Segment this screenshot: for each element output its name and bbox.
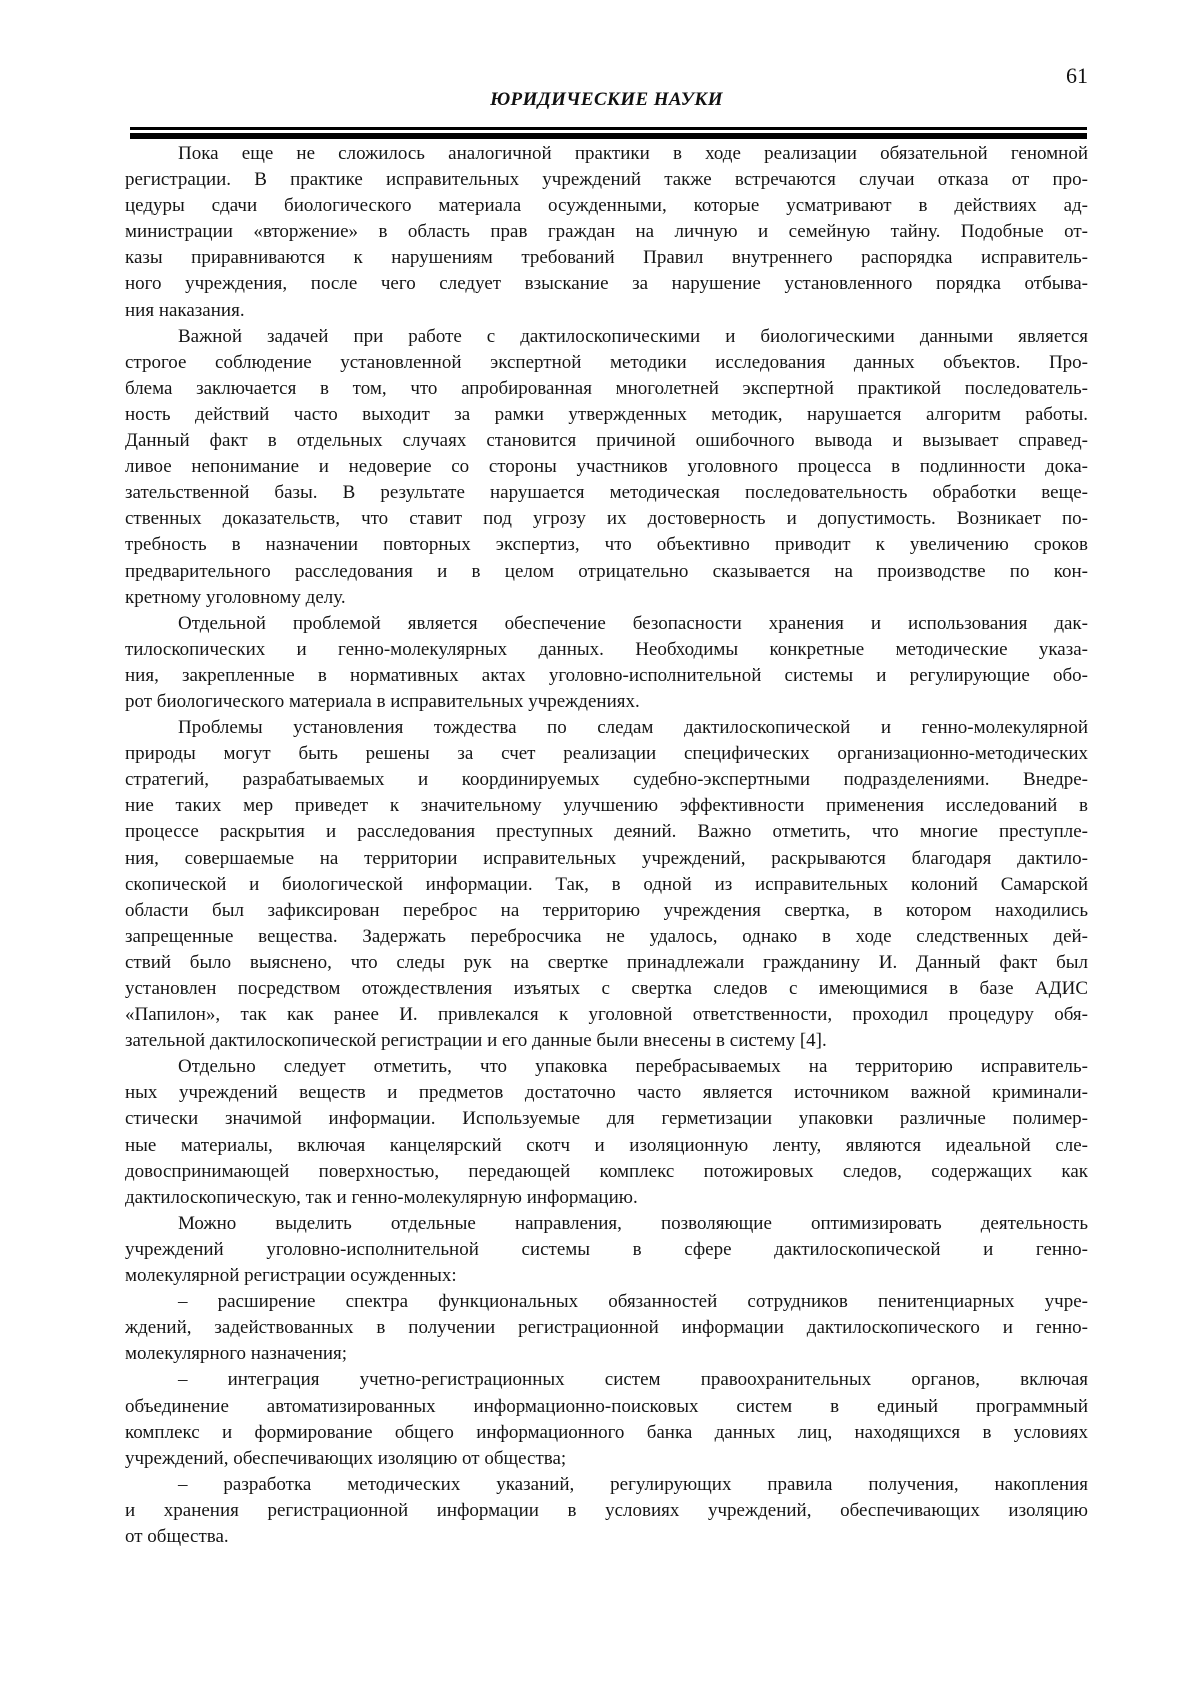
text-line: Можно выделить отдельные направления, позволяющие оптимизировать деятельность <box>178 1212 1088 1234</box>
text-line: требность в назначении повторных экспертиз, что объективно приводит к увеличению сроков <box>125 534 1088 556</box>
text-line: учреждений уголовно-исполнительной системы в сфере дактилоскопической и генно- <box>125 1238 1088 1260</box>
page-number: 61 <box>1066 63 1088 88</box>
text-line: министрации «вторжение» в область прав граждан на личную и семейную тайну. Подобные от- <box>125 221 1088 243</box>
text-line: – разработка методических указаний, регулирующих правила получения, накопления <box>178 1473 1088 1495</box>
text-line: Данный факт в отдельных случаях становится причиной ошибочного вывода и вызывает справед- <box>125 430 1088 452</box>
text-line: ждений, задействованных в получении регистрационной информации дактилоскопического и генно- <box>125 1317 1088 1339</box>
text-line: довоспринимающей поверхностью, передающей комплекс потожировых следов, содержащих как <box>125 1160 1088 1182</box>
text-line: объединение автоматизированных информационно-поисковых систем в единый программный <box>125 1395 1088 1417</box>
text-line: Отдельной проблемой является обеспечение безопасности хранения и использования дак- <box>178 612 1088 634</box>
paragraph <box>125 715 1088 1054</box>
paragraph <box>125 1054 1088 1211</box>
text-line: ственных доказательств, что ставит под угрозу их достоверность и допустимость. Возникает по- <box>125 508 1088 530</box>
paragraph <box>125 1289 1088 1367</box>
text-line: ния наказания. <box>125 299 245 321</box>
text-line: стратегий, разрабатываемых и координируемых судебно-экспертными подразделениями. Внедре- <box>125 769 1088 791</box>
text-line: Пока еще не сложилось аналогичной практики в ходе реализации обязательной геномной <box>178 143 1088 164</box>
text-line: ние таких мер приведет к значительному улучшению эффективности применения исследований в <box>125 795 1088 817</box>
double-rule <box>130 127 1087 139</box>
text-line: ния, совершаемые на территории исправительных учреждений, раскрываются благодаря дактило- <box>125 847 1088 869</box>
text-line: тилоскопических и генно-молекулярных данных. Необходимы конкретные методические указа- <box>125 638 1088 660</box>
text-line: цедуры сдачи биологического материала осужденными, которые усматривают в действиях ад- <box>125 195 1088 217</box>
text-line: комплекс и формирование общего информационного банка данных лиц, находящихся в условиях <box>125 1421 1088 1443</box>
text-line: установлен посредством отождествления изъятых с свертка следов с имеющимися в базе АДИС <box>125 978 1088 999</box>
rule-thick-line <box>130 133 1087 139</box>
paragraph <box>125 1211 1088 1289</box>
text-line: блема заключается в том, что апробированная многолетней экспертной практикой последователь- <box>125 377 1088 399</box>
text-line: ствий было выяснено, что следы рук на свертке принадлежали гражданину И. Данный факт был <box>125 951 1088 973</box>
text-line: ных учреждений веществ и предметов достаточно часто является источником важной криминали- <box>125 1082 1088 1104</box>
text-line: природы могут быть решены за счет реализации специфических организационно-методических <box>125 743 1088 765</box>
paragraph <box>125 1367 1088 1471</box>
text-line: скопической и биологической информации. Так, в одной из исправительных колоний Самарской <box>125 873 1088 895</box>
article-body <box>125 141 1088 1550</box>
text-line: – расширение спектра функциональных обязанностей сотрудников пенитенциарных учре- <box>178 1291 1088 1313</box>
text-line: зательственной базы. В результате нарушается методическая последовательность обработки веще- <box>125 482 1088 504</box>
text-line: ливое непонимание и недоверие со стороны участников уголовного процесса в подлинности дока- <box>125 456 1088 478</box>
text-line: казы приравниваются к нарушениям требований Правил внутреннего распорядка исправитель- <box>125 247 1088 269</box>
paragraph <box>125 1472 1088 1550</box>
text-line: – интеграция учетно-регистрационных систем правоохранительных органов, включая <box>178 1369 1088 1391</box>
text-line: стически значимой информации. Используемые для герметизации упаковки различные полимер- <box>125 1108 1088 1130</box>
text-line: от общества. <box>125 1525 229 1547</box>
text-line: молекулярного назначения; <box>125 1343 348 1365</box>
text-line: запрещенные вещества. Задержать перебросчика не удалось, однако в ходе следственных дей- <box>125 925 1088 947</box>
text-line: регистрации. В практике исправительных учреждений также встречаются случаи отказа от про- <box>125 169 1088 191</box>
text-line: строгое соблюдение установленной экспертной методики исследования данных объектов. Про- <box>125 351 1088 373</box>
text-line: дактилоскопическую, так и генно-молекулярную информацию. <box>125 1186 638 1208</box>
section-title: ЮРИДИЧЕСКИЕ НАУКИ <box>490 89 723 110</box>
text-line: Проблемы установления тождества по следам дактилоскопической и генно-молекулярной <box>178 717 1088 739</box>
text-line: области был зафиксирован переброс на территорию учреждения свертка, в котором находились <box>125 899 1088 921</box>
text-line: Важной задачей при работе с дактилоскопическими и биологическими данными является <box>178 325 1088 347</box>
text-line: предварительного расследования и в целом отрицательно сказывается на производстве по кон- <box>125 560 1088 582</box>
text-line: ность действий часто выходит за рамки утвержденных методик, нарушается алгоритм работы. <box>125 403 1088 425</box>
text-line: ного учреждения, после чего следует взыскание за нарушение установленного порядка отбыва- <box>125 273 1088 295</box>
text-line: молекулярной регистрации осужденных: <box>125 1265 457 1287</box>
text-line: ния, закрепленные в нормативных актах уголовно-исполнительной системы и регулирующие обо- <box>125 664 1088 686</box>
text-line: «Папилон», так как ранее И. привлекался к уголовной ответственности, проходил процедуру обя- <box>125 1004 1088 1026</box>
text-line: зательной дактилоскопической регистрации и его данные были внесены в систему [4]. <box>125 1030 827 1052</box>
text-line: учреждений, обеспечивающих изоляцию от общества; <box>125 1447 567 1469</box>
text-line: процессе раскрытия и расследования преступных деяний. Важно отметить, что многие преступле- <box>125 821 1088 843</box>
paragraph <box>125 611 1088 715</box>
text-line: рот биологического материала в исправительных учреждениях. <box>125 690 640 712</box>
paragraph <box>125 141 1088 324</box>
text-line: ные материалы, включая канцелярский скотч и изоляционную ленту, являются идеальной сле- <box>125 1134 1088 1156</box>
text-line: кретному уголовному делу. <box>125 586 346 608</box>
text-line: и хранения регистрационной информации в условиях учреждений, обеспечивающих изоляцию <box>125 1499 1088 1521</box>
paragraph <box>125 324 1088 611</box>
text-line: Отдельно следует отметить, что упаковка перебрасываемых на территорию исправитель- <box>178 1056 1088 1078</box>
